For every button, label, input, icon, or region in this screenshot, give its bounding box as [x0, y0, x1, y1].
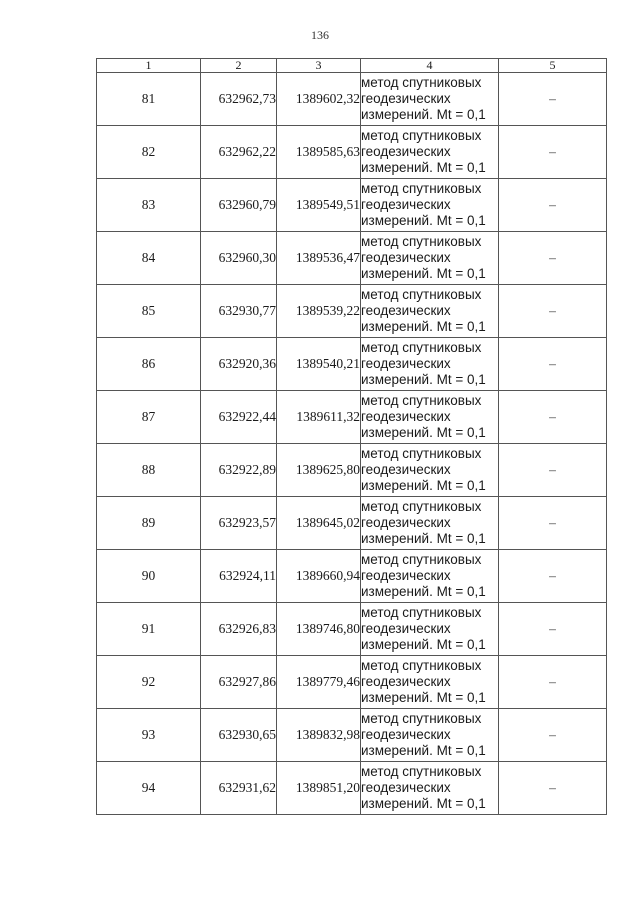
x-coordinate-cell: 632926,83 — [201, 603, 277, 656]
y-coordinate-cell: 1389539,22 — [277, 285, 361, 338]
method-line: метод спутниковых — [361, 446, 482, 461]
method-line: измерений. Mt = 0,1 — [361, 266, 486, 281]
note-cell: – — [499, 444, 607, 497]
method-line: метод спутниковых — [361, 552, 482, 567]
note-cell: – — [499, 550, 607, 603]
column-header: 3 — [277, 59, 361, 73]
note-cell: – — [499, 603, 607, 656]
method-line: измерений. Mt = 0,1 — [361, 478, 486, 493]
x-coordinate-cell: 632931,62 — [201, 762, 277, 815]
method-cell — [361, 762, 499, 815]
note-cell: – — [499, 285, 607, 338]
method-cell — [361, 656, 499, 709]
method-cell — [361, 232, 499, 285]
method-line: геодезических — [361, 727, 451, 742]
method-line: метод спутниковых — [361, 287, 482, 302]
method-line: геодезических — [361, 674, 451, 689]
table-row — [97, 603, 607, 656]
note-cell: – — [499, 338, 607, 391]
point-number-cell: 90 — [97, 550, 201, 603]
table-row — [97, 550, 607, 603]
point-number-cell: 82 — [97, 126, 201, 179]
table-row — [97, 762, 607, 815]
x-coordinate-cell: 632924,11 — [201, 550, 277, 603]
method-line: метод спутниковых — [361, 711, 482, 726]
method-line: измерений. Mt = 0,1 — [361, 160, 486, 175]
column-header: 1 — [97, 59, 201, 73]
method-line: метод спутниковых — [361, 75, 482, 90]
method-cell — [361, 550, 499, 603]
table-body — [97, 73, 607, 815]
method-line: метод спутниковых — [361, 128, 482, 143]
point-number-cell: 84 — [97, 232, 201, 285]
method-line: измерений. Mt = 0,1 — [361, 743, 486, 758]
point-number-cell: 86 — [97, 338, 201, 391]
method-line: метод спутниковых — [361, 658, 482, 673]
method-line: геодезических — [361, 462, 451, 477]
x-coordinate-cell: 632920,36 — [201, 338, 277, 391]
point-number-cell: 89 — [97, 497, 201, 550]
page-number: 136 — [311, 28, 329, 42]
x-coordinate-cell: 632930,77 — [201, 285, 277, 338]
method-line: измерений. Mt = 0,1 — [361, 213, 486, 228]
x-coordinate-cell: 632960,79 — [201, 179, 277, 232]
y-coordinate-cell: 1389549,51 — [277, 179, 361, 232]
point-number-cell: 88 — [97, 444, 201, 497]
table-header-row — [97, 59, 607, 73]
method-line: измерений. Mt = 0,1 — [361, 319, 486, 334]
x-coordinate-cell: 632922,44 — [201, 391, 277, 444]
x-coordinate-cell: 632962,73 — [201, 73, 277, 126]
y-coordinate-cell: 1389625,80 — [277, 444, 361, 497]
note-cell: – — [499, 391, 607, 444]
x-coordinate-cell: 632962,22 — [201, 126, 277, 179]
y-coordinate-cell: 1389746,80 — [277, 603, 361, 656]
point-number-cell: 85 — [97, 285, 201, 338]
y-coordinate-cell: 1389585,63 — [277, 126, 361, 179]
method-cell — [361, 285, 499, 338]
method-line: геодезических — [361, 250, 451, 265]
y-coordinate-cell: 1389832,98 — [277, 709, 361, 762]
method-cell — [361, 497, 499, 550]
x-coordinate-cell: 632927,86 — [201, 656, 277, 709]
table-row — [97, 656, 607, 709]
point-number-cell: 94 — [97, 762, 201, 815]
method-line: измерений. Mt = 0,1 — [361, 372, 486, 387]
method-cell — [361, 126, 499, 179]
table-row — [97, 126, 607, 179]
method-line: метод спутниковых — [361, 605, 482, 620]
method-cell — [361, 603, 499, 656]
y-coordinate-cell: 1389602,32 — [277, 73, 361, 126]
method-cell — [361, 338, 499, 391]
column-header: 2 — [201, 59, 277, 73]
method-cell — [361, 73, 499, 126]
column-header: 5 — [499, 59, 607, 73]
table-row — [97, 179, 607, 232]
note-cell: – — [499, 179, 607, 232]
method-line: геодезических — [361, 568, 451, 583]
table-row — [97, 285, 607, 338]
y-coordinate-cell: 1389645,02 — [277, 497, 361, 550]
y-coordinate-cell: 1389540,21 — [277, 338, 361, 391]
method-line: геодезических — [361, 780, 451, 795]
method-line: геодезических — [361, 144, 451, 159]
method-line: измерений. Mt = 0,1 — [361, 107, 486, 122]
table-row — [97, 73, 607, 126]
method-line: геодезических — [361, 91, 451, 106]
point-number-cell: 83 — [97, 179, 201, 232]
method-line: измерений. Mt = 0,1 — [361, 584, 486, 599]
note-cell: – — [499, 762, 607, 815]
point-number-cell: 81 — [97, 73, 201, 126]
method-line: измерений. Mt = 0,1 — [361, 796, 486, 811]
coordinates-table — [96, 58, 607, 815]
y-coordinate-cell: 1389660,94 — [277, 550, 361, 603]
method-line: геодезических — [361, 515, 451, 530]
method-line: метод спутниковых — [361, 181, 482, 196]
point-number-cell: 93 — [97, 709, 201, 762]
method-line: метод спутниковых — [361, 393, 482, 408]
x-coordinate-cell: 632923,57 — [201, 497, 277, 550]
y-coordinate-cell: 1389851,20 — [277, 762, 361, 815]
table-row — [97, 232, 607, 285]
note-cell: – — [499, 656, 607, 709]
point-number-cell: 92 — [97, 656, 201, 709]
note-cell: – — [499, 73, 607, 126]
method-line: измерений. Mt = 0,1 — [361, 690, 486, 705]
point-number-cell: 91 — [97, 603, 201, 656]
y-coordinate-cell: 1389536,47 — [277, 232, 361, 285]
method-line: метод спутниковых — [361, 499, 482, 514]
method-cell — [361, 179, 499, 232]
method-line: метод спутниковых — [361, 234, 482, 249]
method-line: измерений. Mt = 0,1 — [361, 637, 486, 652]
y-coordinate-cell: 1389611,32 — [277, 391, 361, 444]
x-coordinate-cell: 632960,30 — [201, 232, 277, 285]
method-cell — [361, 444, 499, 497]
column-header: 4 — [361, 59, 499, 73]
note-cell: – — [499, 709, 607, 762]
table-row — [97, 338, 607, 391]
method-line: измерений. Mt = 0,1 — [361, 531, 486, 546]
note-cell: – — [499, 232, 607, 285]
method-line: геодезических — [361, 303, 451, 318]
note-cell: – — [499, 126, 607, 179]
method-line: геодезических — [361, 197, 451, 212]
y-coordinate-cell: 1389779,46 — [277, 656, 361, 709]
x-coordinate-cell: 632922,89 — [201, 444, 277, 497]
note-cell: – — [499, 497, 607, 550]
method-cell — [361, 709, 499, 762]
method-line: геодезических — [361, 356, 451, 371]
table-row — [97, 709, 607, 762]
method-line: геодезических — [361, 409, 451, 424]
method-line: измерений. Mt = 0,1 — [361, 425, 486, 440]
x-coordinate-cell: 632930,65 — [201, 709, 277, 762]
table-row — [97, 391, 607, 444]
method-cell — [361, 391, 499, 444]
table-row — [97, 444, 607, 497]
method-line: метод спутниковых — [361, 764, 482, 779]
point-number-cell: 87 — [97, 391, 201, 444]
table-row — [97, 497, 607, 550]
method-line: геодезических — [361, 621, 451, 636]
method-line: метод спутниковых — [361, 340, 482, 355]
